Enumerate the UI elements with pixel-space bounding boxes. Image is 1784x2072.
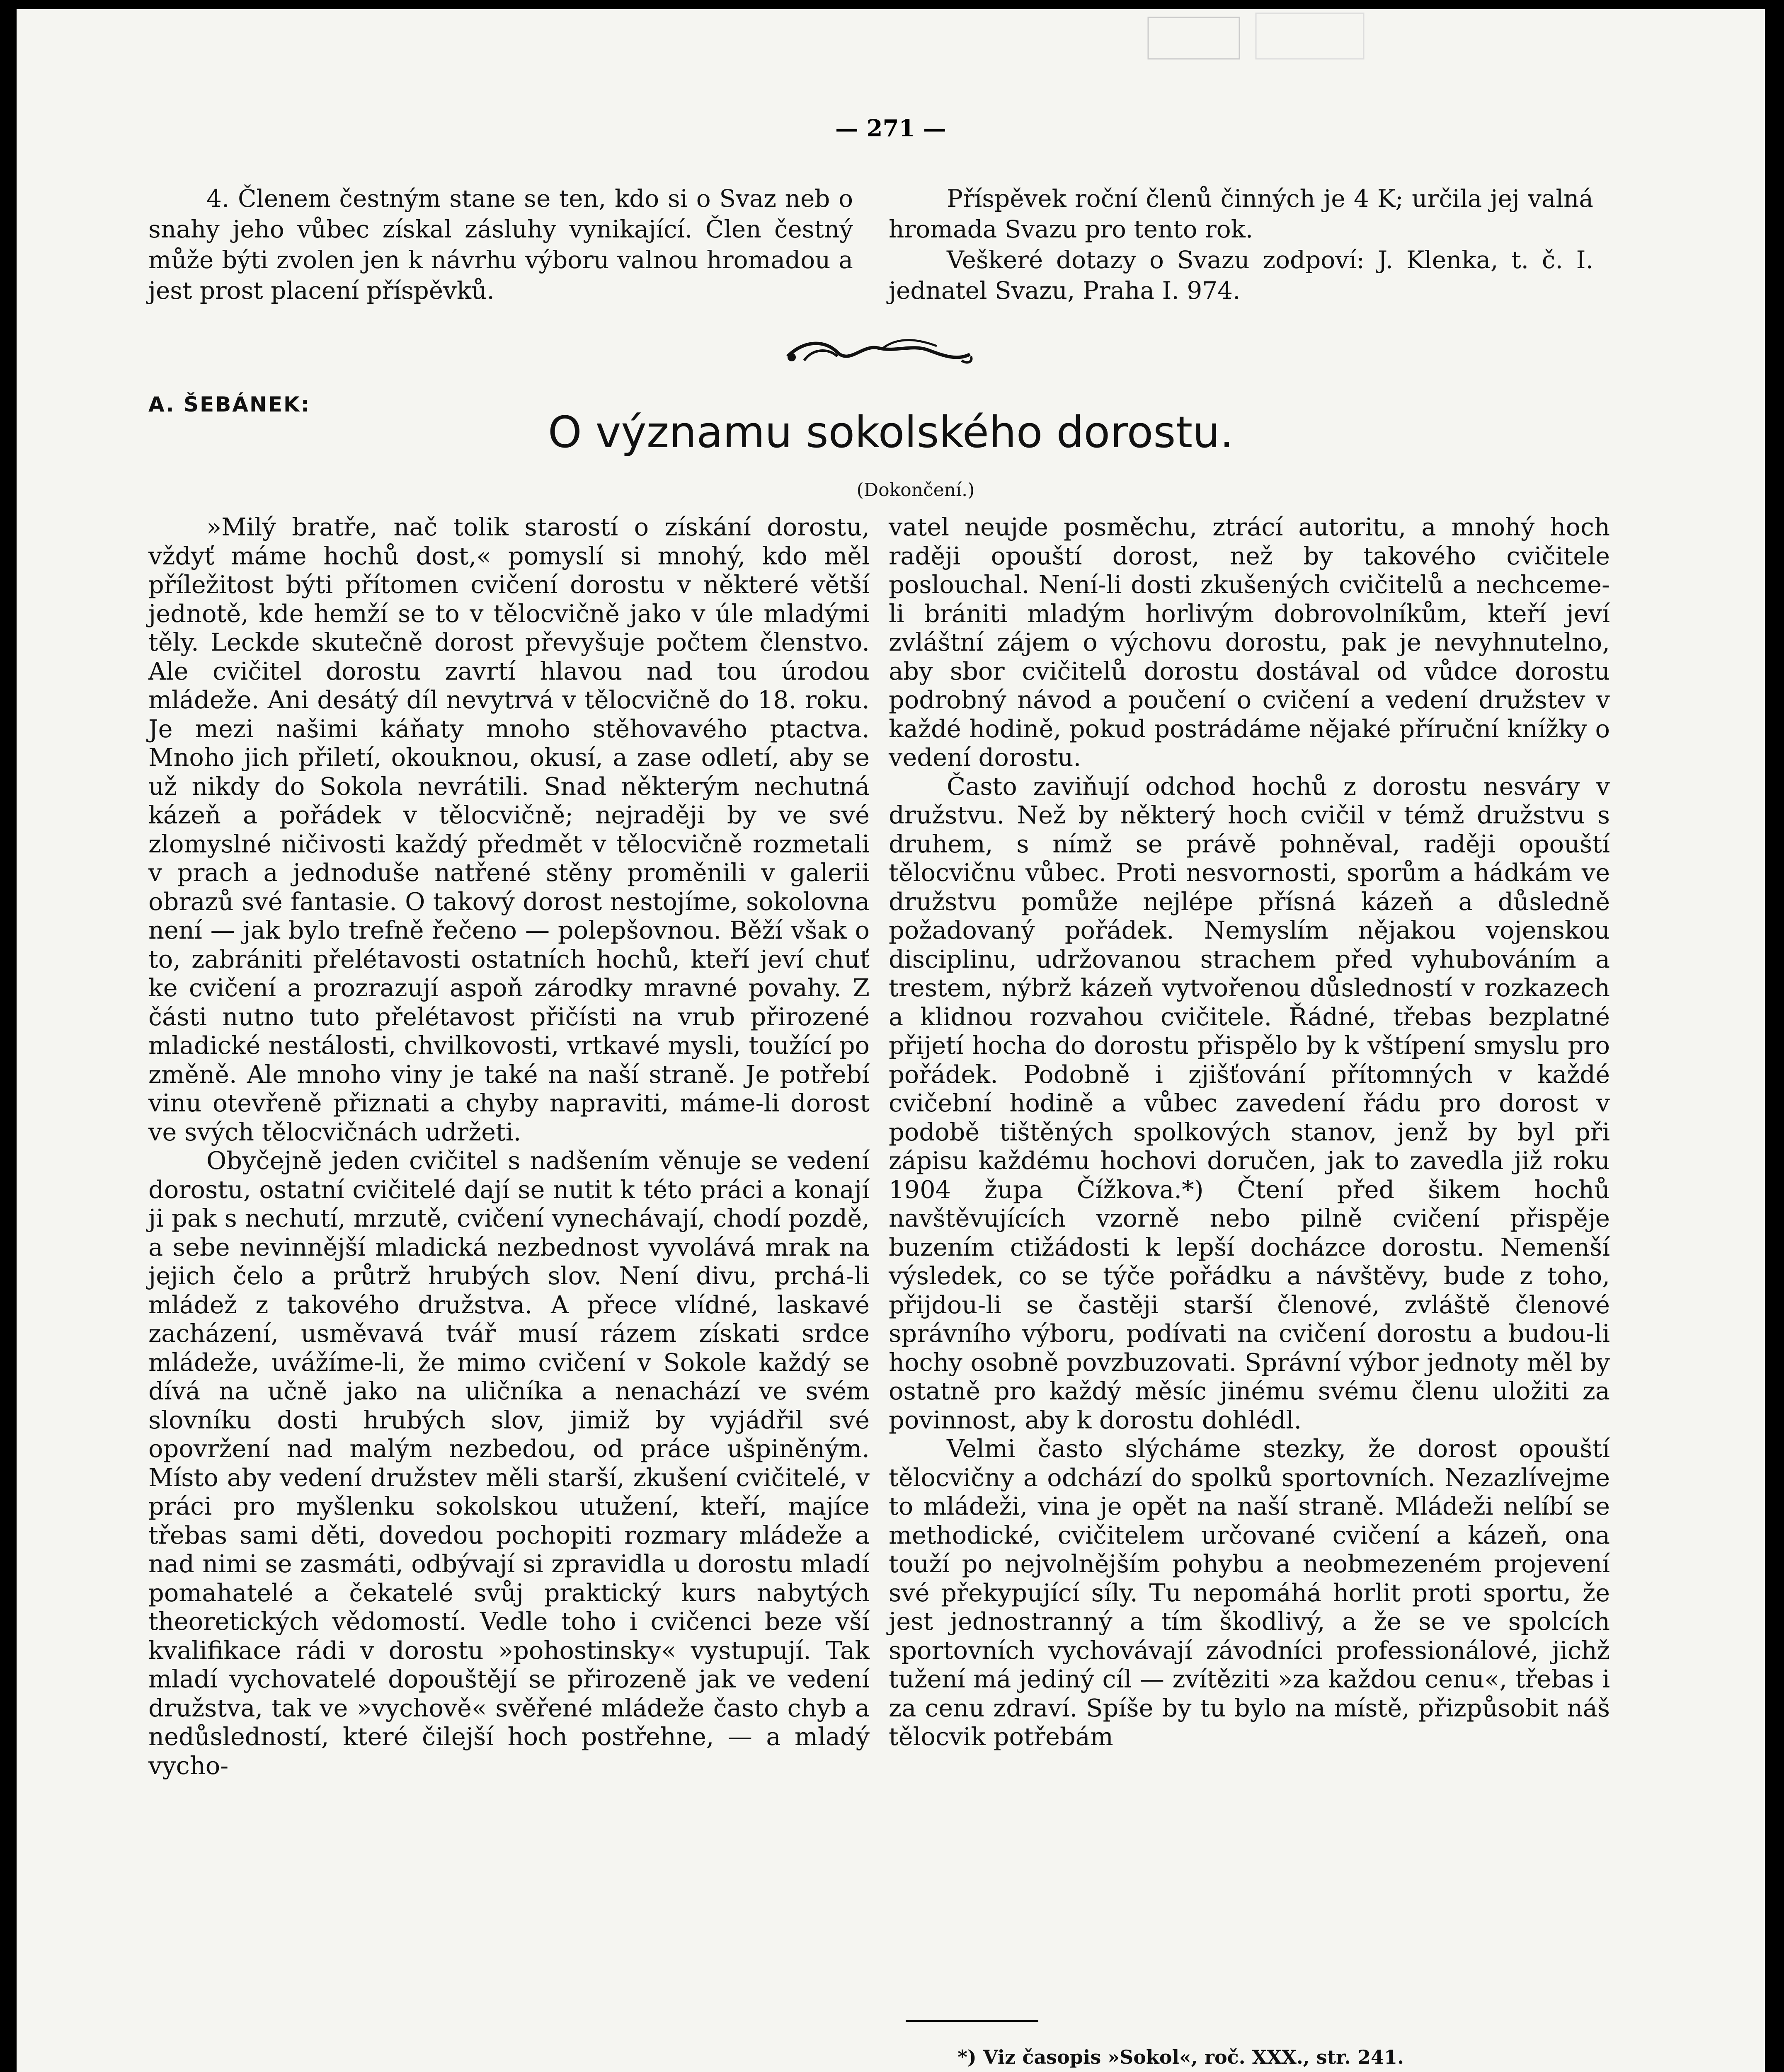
- footnote-divider: [906, 2020, 1038, 2022]
- page-number: — 271 —: [835, 115, 946, 142]
- paragraph: Veškeré dotazy o Svazu zodpoví: J. Klenka, t. č. I. jednatel Svazu, Praha I. 974.: [889, 246, 1593, 305]
- paragraph: 4. Členem čestným stane se ten, kdo si o Svaz neb o snahy jeho vůbec získal zásluhy vynikající. Člen čestný může býti zvolen jen k návrhu výboru valnou hromadou a jest prost placení příspěvků.: [148, 184, 853, 305]
- svaz-article-end-right: [889, 183, 1593, 306]
- author-name: A. ŠEBÁNEK:: [148, 392, 310, 416]
- document-page: [17, 9, 1765, 2072]
- paragraph: vatel neujde posměchu, ztrácí autoritu, a mnohý hoch raději opouští dorost, než by takového cvičitele poslouchal. Není-li dosti zkušených cvičitelů a nechceme-li brániti mladým horlivým dobrovolníkům, kteří jeví zvláštní zájem o výchovu dorostu, pak je nevyhnutelno, aby sbor cvičitelů dorostu dostával od vůdce dorostu podrobný návod a poučení o cvičení a vedení družstev v každé hodině, pokud postrádáme nějaké příruční knížky o vedení dorostu.: [889, 513, 1610, 772]
- article-title: O významu sokolského dorostu.: [548, 407, 1234, 457]
- paragraph: Velmi často slýcháme stezky, že dorost opouští tělocvičny a odchází do spolků sportovních. Nezazlívejme to mládeži, vina je opět na naší straně. Mládeži nelíbí se methodické, cvičitelem určované cvičení a kázeň, ona touží po nejvolnějším pohybu a neobmezeném projevení své překypující síly. Tu nepomáhá horlit proti sportu, že jest jednostranný a tím škodlivý, a že se ve spolcích sportovních vychovávají závodníci professionálové, jichž tužení má jediný cíl — zvítěziti »za každou cenu«, třebas i za cenu zdraví. Spíše by tu bylo na místě, přizpůsobit náš tělocvik potřebám: [889, 1434, 1610, 1751]
- scan-artifact: [1132, 9, 1380, 67]
- body-column-right: [889, 513, 1610, 1751]
- article-subtitle: (Dokončení.): [856, 479, 975, 501]
- paragraph: Příspěvek roční členů činných je 4 K; určila jej valná hromada Svazu pro tento rok.: [889, 184, 1593, 243]
- svaz-article-end: [148, 183, 853, 306]
- body-column-left: [148, 513, 870, 1780]
- footnote: *) Viz časopis »Sokol«, roč. XXX., str. 241.: [957, 2046, 1404, 2068]
- decorative-ornament-icon: [779, 332, 978, 373]
- paragraph: »Milý bratře, nač tolik starostí o získání dorostu, vždyť máme hochů dost,« pomyslí si mnohý, kdo měl příležitost býti přítomen cvičení dorostu v některé větší jednotě, kde hemží se to v tělocvičně jako v úle mladými těly. Leckde skutečně dorost převyšuje počtem členstvo. Ale cvičitel dorostu zavrtí hlavou nad tou úrodou mládeže. Ani desátý díl nevytrvá v tělocvičně do 18. roku. Je mezi našimi káňaty mnoho stěhovavého ptactva. Mnoho jich přiletí, okouknou, okusí, a zase odletí, aby se už nikdy do Sokola nevrátili. Snad některým nechutná kázeň a pořádek v tělocvičně; nejraději by ve své zlomyslné ničivosti každý předmět v tělocvičně rozmetali v prach a jednoduše natřené stěny proměnili v galerii obrazů své fantasie. O takový dorost nestojíme, sokolovna není — jak bylo trefně řečeno — polepšovnou. Běží však o to, zabrániti přelétavosti ostatních hochů, kteří jeví chuť ke cvičení a prozrazují aspoň zárodky mravné povahy. Z části nutno tuto přelétavost přičísti na vrub přirozené mladické nestálosti, chvilkovosti, vrtkavé mysli, toužící po změně. Ale mnoho viny je také na naší straně. Je potřebí vinu otevřeně přiznati a chyby napraviti, máme-li dorost ve svých tělocvičnách udržeti.: [148, 513, 870, 1146]
- paragraph: Obyčejně jeden cvičitel s nadšením věnuje se vedení dorostu, ostatní cvičitelé dají se nutit k této práci a konají ji pak s nechutí, mrzutě, cvičení vynechávají, chodí pozdě, a sebe nevinnější mladická nezbednost vyvolává mrak na jejich čelo a průtrž hrubých slov. Není divu, prchá-li mládež z takového družstva. A přece vlídné, laskavé zacházení, usměvavá tvář musí rázem získati srdce mládeže, uvážíme-li, že mimo cvičení v Sokole každý se dívá na učně jako na uličníka a nenachází ve svém slovníku dosti hrubých slov, jimiž by vyjádřil své opovržení nad malým nezbedou, od práce ušpiněným. Místo aby vedení družstev měli starší, zkušení cvičitelé, v práci pro myšlenku sokolskou utužení, kteří, majíce třebas sami děti, dovedou pochopiti rozmary mládeže a nad nimi se zasmáti, odbývají si zpravidla u dorostu mladí pomahatelé a čekatelé svůj praktický kurs nabytých theoretických vědomostí. Vedle toho i cvičenci beze vší kvalifikace rádi v dorostu »pohostinsky« vystupují. Tak mladí vychovatelé dopouštějí se přirozeně jak ve vedení družstva, tak ve »vychově« svěřené mládeže často chyb a nedůsledností, které čilejší hoch postřehne, — a mladý vycho-: [148, 1146, 870, 1780]
- paragraph: Často zaviňují odchod hochů z dorostu nesváry v družstvu. Než by některý hoch cvičil v témž družstvu s druhem, s nímž se právě pohněval, raději opouští tělocvičnu vůbec. Proti nesvornosti, sporům a hádkám ve družstvu pomůže nejlépe přísná kázeň a důsledně požadovaný pořádek. Nemyslím nějakou vojenskou disciplinu, udržovanou strachem před vyhubováním a trestem, nýbrž kázeň vytvořenou důsledností v rozkazech a klidnou rozvahou cvičitele. Řádné, třebas bezplatné přijetí hocha do dorostu přispělo by k vštípení smyslu pro pořádek. Podobně i zjišťování přítomných v každé cvičební hodině a vůbec zavedení řádu pro dorost v podobě tištěných spolkových stanov, jenž by byl při zápisu každému hochovi doručen, jak to zavedla již roku 1904 župa Čížkova.*) Čtení před šikem hochů navštěvujících vzorně nebo pilně cvičení přispěje buzením ctižádosti k lepší docházce dorostu. Nemenší výsledek, co se týče pořádku a návštěvy, bude z toho, přijdou-li se častěji starší členové, zvláště členové správního výboru, podívati na cvičení dorostu a budou-li hochy osobně povzbuzovati. Správní výbor jednoty měl by ostatně pro každý měsíc jinému svému členu uložiti za povinnost, aby k dorostu dohlédl.: [889, 772, 1610, 1434]
